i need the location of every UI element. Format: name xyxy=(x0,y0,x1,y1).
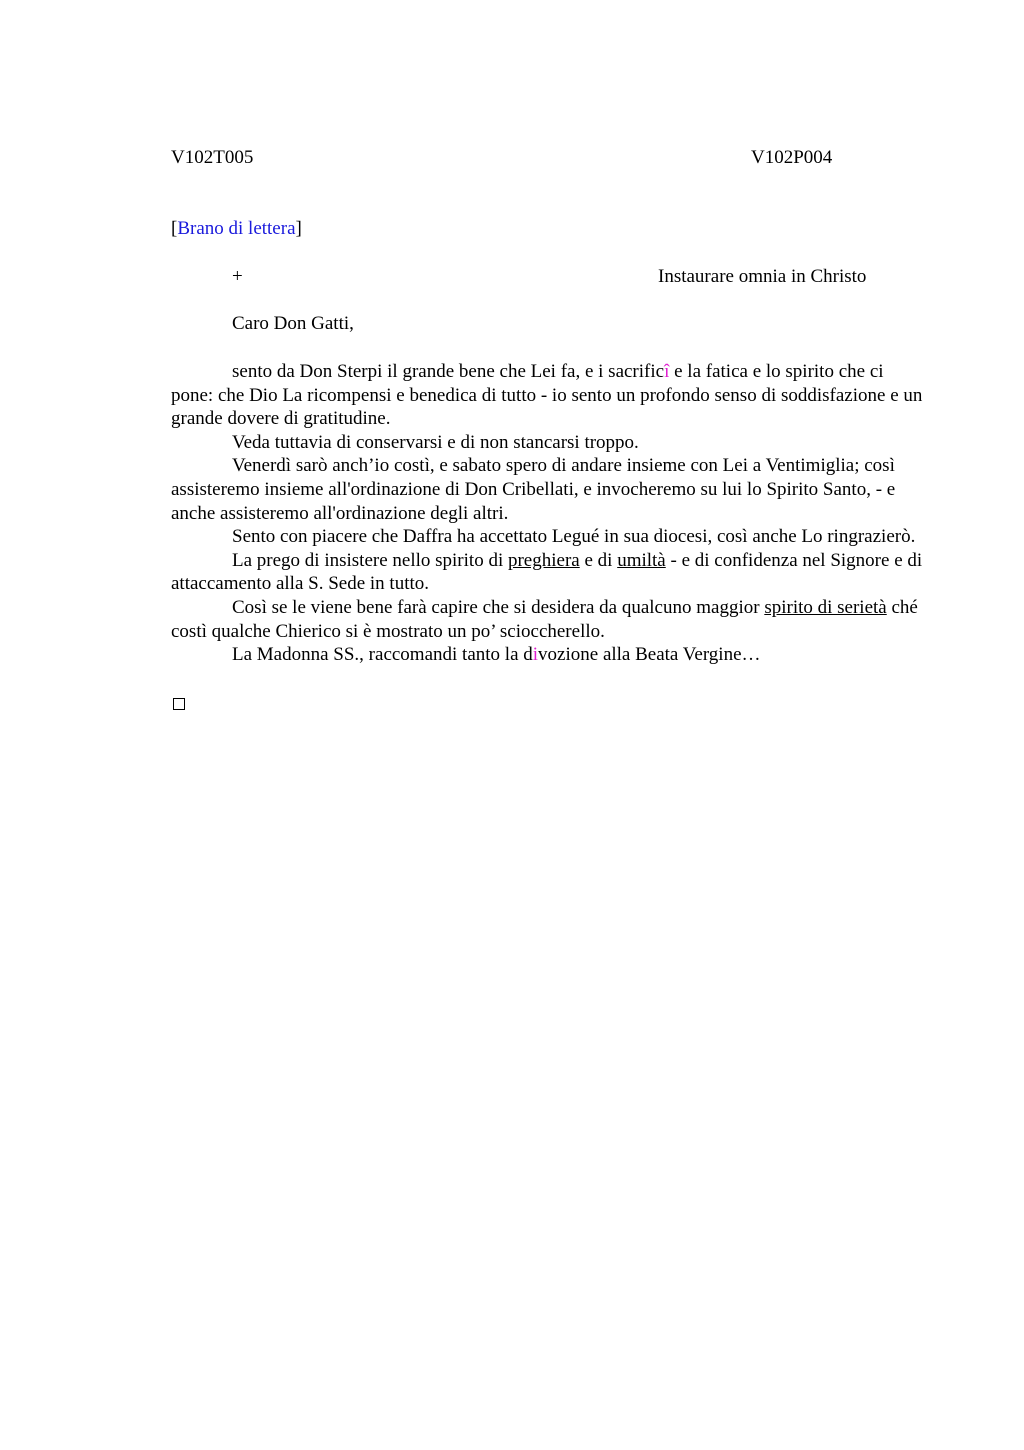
header-right-code: V102P004 xyxy=(751,147,833,168)
paragraph-6: Così se le viene bene farà capire che si desidera da qualcuno maggior spirito di serietà ché costì qualche Chierico si è mostrato un po’ scioccherello. xyxy=(171,596,918,642)
paragraph-3: Venerdì sarò anch’io costì, e sabato spero di andare insieme con Lei a Ventimiglia; così assisteremo insieme all'ordinazione di Don Cribellati, e invocheremo su lui lo Spirito Santo, - e anche assisteremo all'ordinazione degli altri. xyxy=(171,455,896,524)
cross-symbol: + xyxy=(232,266,243,287)
end-mark-box-icon xyxy=(173,698,185,710)
underlined-word: preghiera xyxy=(507,549,580,571)
paragraph-4: Sento con piacere che Daffra ha accettato Legué in sua diocesi, così anche Lo ringrazierò. xyxy=(232,526,916,548)
header-left-code: V102T005 xyxy=(171,147,254,168)
underlined-phrase: spirito di serietà xyxy=(764,596,887,618)
title-text: Brano di lettera xyxy=(177,218,296,239)
paragraph-2: Veda tuttavia di conservarsi e di non stancarsi troppo. xyxy=(232,431,639,453)
motto: Instaurare omnia in Christo xyxy=(658,266,867,287)
salutation: Caro Don Gatti, xyxy=(232,313,354,334)
title-open-bracket: [ xyxy=(171,218,178,239)
underlined-word: umiltà xyxy=(617,549,666,571)
highlighted-letter: i xyxy=(532,644,539,666)
paragraph-5: La prego di insistere nello spirito di preghiera e di umiltà - e di confidenza nel Signore e di attaccamento alla S. Sede in tutto. xyxy=(171,549,923,595)
highlighted-letter: î xyxy=(664,361,670,382)
document-title xyxy=(171,217,302,241)
letter-body xyxy=(171,360,923,667)
paragraph-7: La Madonna SS., raccomandi tanto la divozione alla Beata Vergine… xyxy=(232,644,761,666)
title-close-bracket: ] xyxy=(295,218,302,239)
paragraph-1: sento da Don Sterpi il grande bene che Lei fa, e i sacrificî e la fatica e lo spirito che ci pone: che Dio La ricompensi e benedica di tutto - io sento un profondo senso di soddisfazione e un grande dovere di gratitudine. xyxy=(171,361,923,430)
